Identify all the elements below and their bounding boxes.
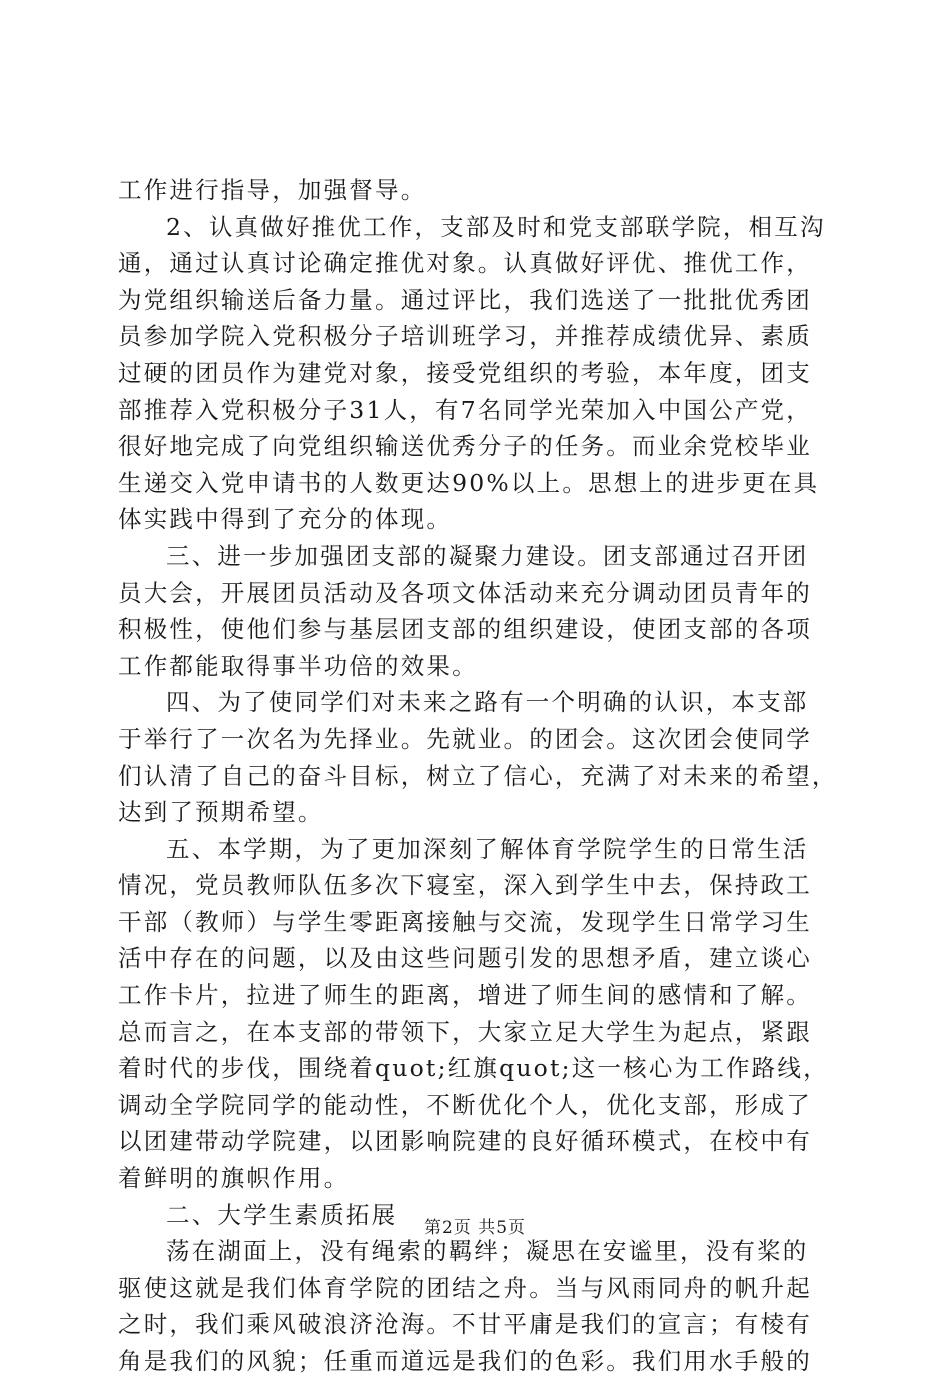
page-number-footer: 第2页 共5页 xyxy=(423,1218,527,1238)
text-line: 角是我们的风貌；任重而道远是我们的色彩。我们用水手般的 xyxy=(118,1347,812,1375)
text-line: 着鲜明的旗帜作用。 xyxy=(118,1164,350,1193)
text-line: 工作都能取得事半功倍的效果。 xyxy=(118,651,478,680)
text-line: 为党组织输送后备力量。通过评比，我们选送了一批批优秀团 xyxy=(118,285,812,314)
text-line: 干部（教师）与学生零距离接触与交流，发现学生日常学习生 xyxy=(118,907,812,936)
text-line: 部推荐入党积极分子31人，有7名同学光荣加入中国公产党， xyxy=(118,395,812,424)
paragraph-start: 三、进一步加强团支部的凝聚力建设。团支部通过召开团 xyxy=(166,541,809,570)
paragraph-start: 四、为了使同学们对未来之路有一个明确的认识，本支部 xyxy=(166,688,809,717)
text-line: 于举行了一次名为先择业。先就业。的团会。这次团会使同学 xyxy=(118,724,812,753)
text-line: 工作卡片，拉进了师生的距离，增进了师生间的感情和了解。 xyxy=(118,981,812,1010)
paragraph-start: 2、认真做好推优工作，支部及时和党支部联学院，相互沟 xyxy=(166,212,826,241)
text-line: 调动全学院同学的能动性，不断优化个人，优化支部，形成了 xyxy=(118,1090,812,1119)
text-line: 之时，我们乘风破浪济沧海。不甘平庸是我们的宣言；有棱有 xyxy=(118,1310,812,1339)
text-line: 体实践中得到了充分的体现。 xyxy=(118,505,453,534)
paragraph-start: 荡在湖面上，没有绳索的羁绊；凝思在安谧里，没有桨的 xyxy=(166,1237,809,1266)
text-line: 们认清了自己的奋斗目标，树立了信心，充满了对未来的希望， xyxy=(118,761,838,790)
text-line: 工作进行指导，加强督导。 xyxy=(118,176,427,204)
text-line: 员大会，开展团员活动及各项文体活动来充分调动团员青年的 xyxy=(118,578,812,607)
text-line: 活中存在的问题，以及由这些问题引发的思想矛盾，建立谈心 xyxy=(118,944,812,973)
text-line: 达到了预期希望。 xyxy=(118,798,324,827)
text-line: 着时代的步伐，围绕着quot;红旗quot;这一核心为工作路线， xyxy=(118,1054,829,1083)
text-line: 过硬的团员作为建党对象，接受党组织的考验，本年度，团支 xyxy=(118,358,812,387)
text-line: 积极性，使他们参与基层团支部的组织建设，使团支部的各项 xyxy=(118,615,812,644)
text-line: 总而言之，在本支部的带领下，大家立足大学生为起点，紧跟 xyxy=(118,1017,812,1046)
text-line: 情况，党员教师队伍多次下寝室，深入到学生中去，保持政工 xyxy=(118,871,812,900)
text-line: 很好地完成了向党组织输送优秀分子的任务。而业余党校毕业 xyxy=(118,432,812,461)
text-line: 通，通过认真讨论确定推优对象。认真做好评优、推优工作， xyxy=(118,249,812,278)
text-line: 驱使这就是我们体育学院的团结之舟。当与风雨同舟的帆升起 xyxy=(118,1273,812,1302)
text-line: 生递交入党申请书的人数更达90%以上。思想上的进步更在具 xyxy=(118,468,820,497)
section-heading: 二、大学生素质拓展 xyxy=(166,1200,398,1229)
paragraph-start: 五、本学期，为了更加深刻了解体育学院学生的日常生活 xyxy=(166,834,809,863)
text-line: 员参加学院入党积极分子培训班学习，并推荐成绩优异、素质 xyxy=(118,322,812,351)
document-body xyxy=(118,172,840,1380)
text-line: 以团建带动学院建，以团影响院建的良好循环模式，在校中有 xyxy=(118,1127,812,1156)
